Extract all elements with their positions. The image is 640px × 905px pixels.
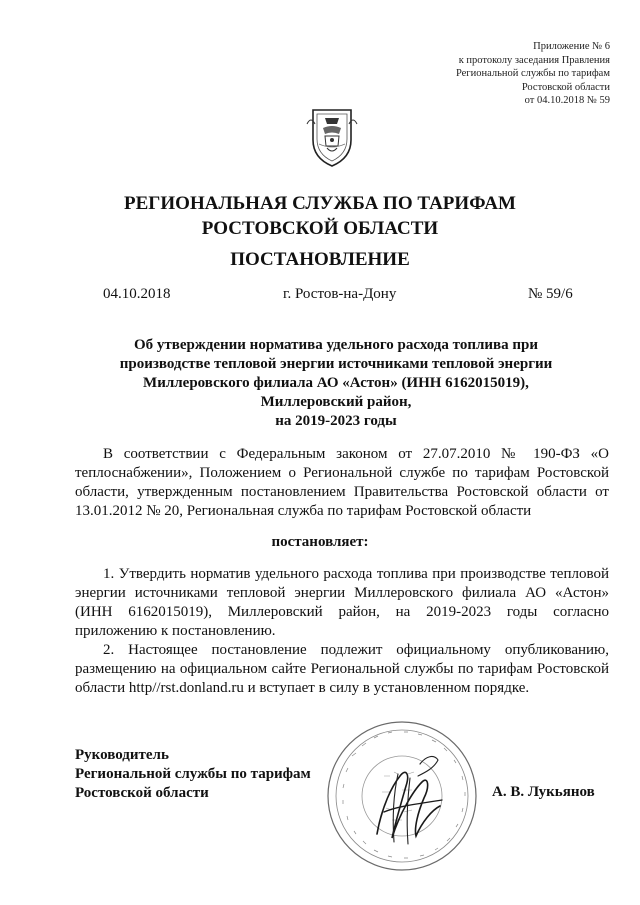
document-type: ПОСТАНОВЛЕНИЕ (230, 249, 410, 270)
appendix-note (456, 40, 610, 108)
decree-item-2: 2. Настоящее постановление подлежит официальному опубликованию, размещению на официальном сайте Региональной службы по тарифам Ростовской области http//rst.donland.ru и вступает в силу в установленном порядке. (75, 642, 609, 696)
document-date: 04.10.2018 (103, 286, 171, 302)
agency-name-line: РОСТОВСКОЙ ОБЛАСТИ (201, 218, 439, 239)
handwritten-signature-icon (322, 716, 482, 876)
document-number: № 59/6 (528, 286, 573, 302)
subject-line: Об утверждении норматива удельного расхода топлива при (134, 337, 538, 353)
signer-title-line: Руководитель (75, 747, 169, 763)
document-city: г. Ростов-на-Дону (283, 286, 397, 302)
signer-title-line: Региональной службы по тарифам (75, 766, 311, 782)
agency-name-line: РЕГИОНАЛЬНАЯ СЛУЖБА ПО ТАРИФАМ (124, 193, 516, 214)
appendix-line: к протоколу заседания Правления (458, 54, 610, 66)
coat-of-arms-icon (305, 104, 359, 168)
appendix-line: Ростовской области (521, 81, 610, 93)
appendix-line: Региональной службы по тарифам (455, 68, 610, 79)
preamble-paragraph: В соответствии с Федеральным законом от 27.07.2010 № 190-ФЗ «О теплоснабжении», Положением о Региональной службе по тарифам Ростовской области, утвержденным постановлением Правительства Ростовской области от 13.01.2012 № 20, Региональная служба по тарифам Ростовской области (75, 446, 609, 519)
signer-title-line: Ростовской области (75, 785, 209, 801)
decree-word: постановляет: (271, 534, 369, 550)
signer-name: А. В. Лукьянов (492, 784, 595, 800)
document-subject (96, 336, 576, 431)
appendix-line: Приложение № 6 (533, 41, 610, 52)
signer-title (75, 746, 311, 803)
appendix-line: от 04.10.2018 № 59 (524, 95, 610, 106)
subject-line: производстве тепловой энергии источниками тепловой энергии (119, 356, 553, 372)
subject-line: Миллеровского филиала АО «Астон» (ИНН 6162015019), (143, 375, 529, 391)
decree-item-1: 1. Утвердить норматив удельного расхода топлива при производстве тепловой энергии источниками тепловой энергии Миллеровского филиала АО «Астон» (ИНН 6162015019), Миллеровский район, на 2019-2023 годы согласно приложению к постановлению. (75, 566, 609, 639)
agency-name (0, 191, 640, 241)
subject-line: Миллеровский район, (260, 394, 412, 410)
subject-line: на 2019-2023 годы (275, 413, 397, 429)
